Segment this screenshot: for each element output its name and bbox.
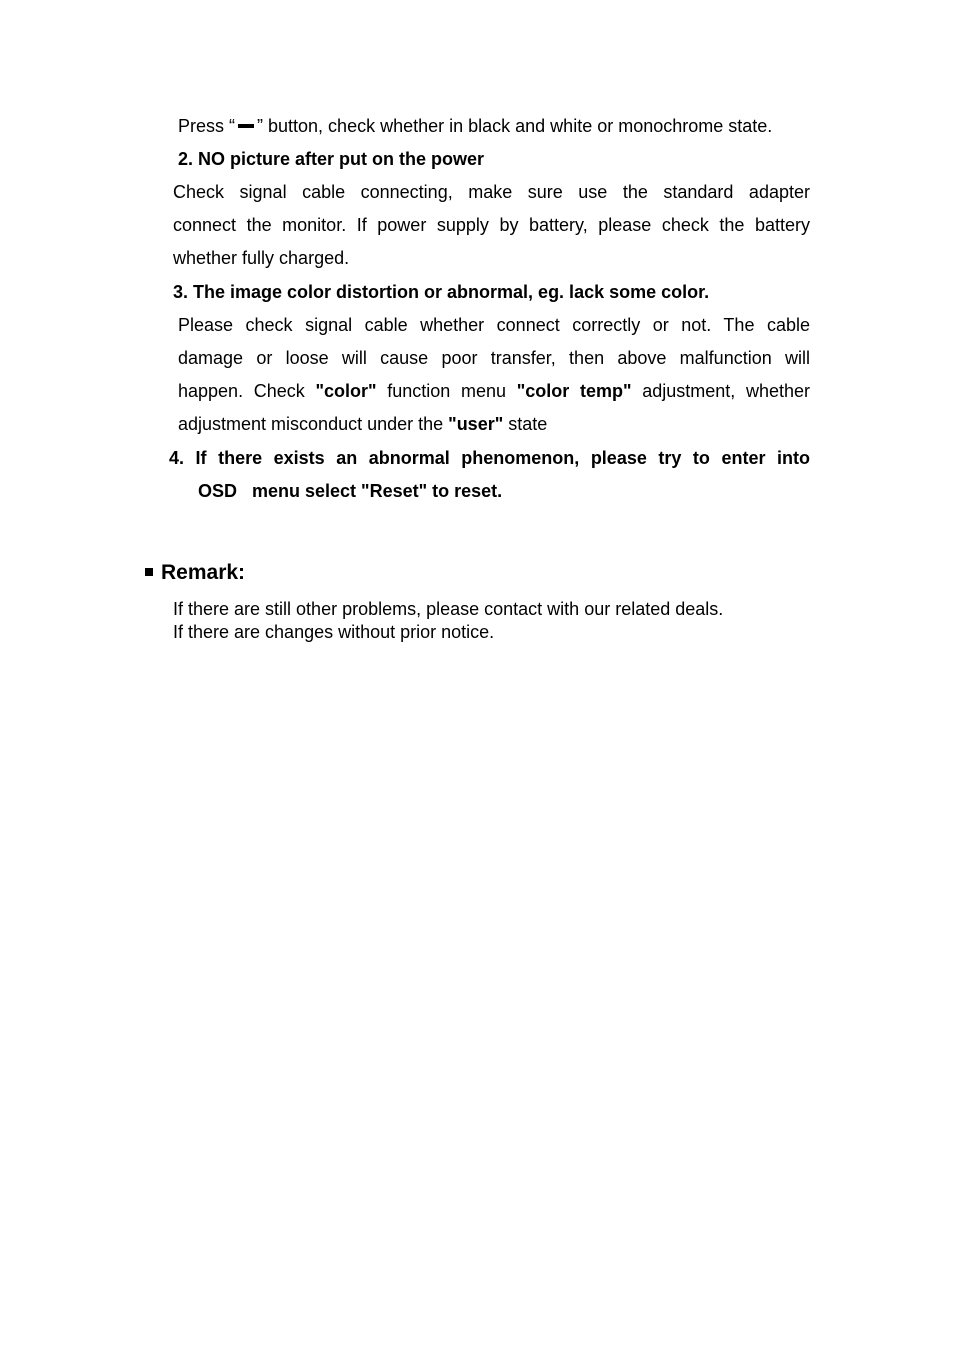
item-3-heading: 3. The image color distortion or abnormal, eg. lack some color. xyxy=(173,282,710,302)
remark-heading xyxy=(145,561,245,585)
item-3-line-3-e: adjustment, whether xyxy=(631,381,810,401)
press-suffix: ” button, check whether in black and white or monochrome state. xyxy=(257,116,773,136)
press-prefix: Press “ xyxy=(178,116,236,136)
color-temp-menu-name: "color temp" xyxy=(516,381,632,401)
remark-line-1: If there are still other problems, please contact with our related deals. xyxy=(173,599,724,619)
item-3-line-4-a: adjustment misconduct under the xyxy=(178,414,449,434)
item-3-line-2: damage or loose will cause poor transfer, then above malfunction will xyxy=(178,348,810,368)
item-3-line-3 xyxy=(178,380,810,402)
item-2-heading: 2. NO picture after put on the power xyxy=(178,149,485,169)
item-4-line-2: OSD menu select "Reset" to reset. xyxy=(198,481,503,501)
press-button-instruction xyxy=(178,115,772,137)
item-3-line-4 xyxy=(178,413,547,435)
color-menu-name: "color" xyxy=(315,381,377,401)
item-3-line-4-c: state xyxy=(503,414,548,434)
remark-heading-text: Remark: xyxy=(161,561,246,584)
minus-button-icon xyxy=(238,124,254,128)
item-2-line-1: Check signal cable connecting, make sure use the standard adapter xyxy=(173,182,810,202)
item-2-line-3: whether fully charged. xyxy=(173,248,350,268)
item-2-line-2: connect the monitor. If power supply by battery, please check the battery xyxy=(173,215,810,235)
square-bullet-icon xyxy=(145,568,153,576)
item-3-line-3-a: happen. Check xyxy=(178,381,316,401)
item-3-line-1: Please check signal cable whether connect correctly or not. The cable xyxy=(178,315,810,335)
remark-line-2: If there are changes without prior notice. xyxy=(173,622,495,642)
item-3-line-3-c: function menu xyxy=(376,381,517,401)
item-4-line-1: 4. If there exists an abnormal phenomenon, please try to enter into xyxy=(169,448,810,468)
user-state-name: "user" xyxy=(448,414,504,434)
